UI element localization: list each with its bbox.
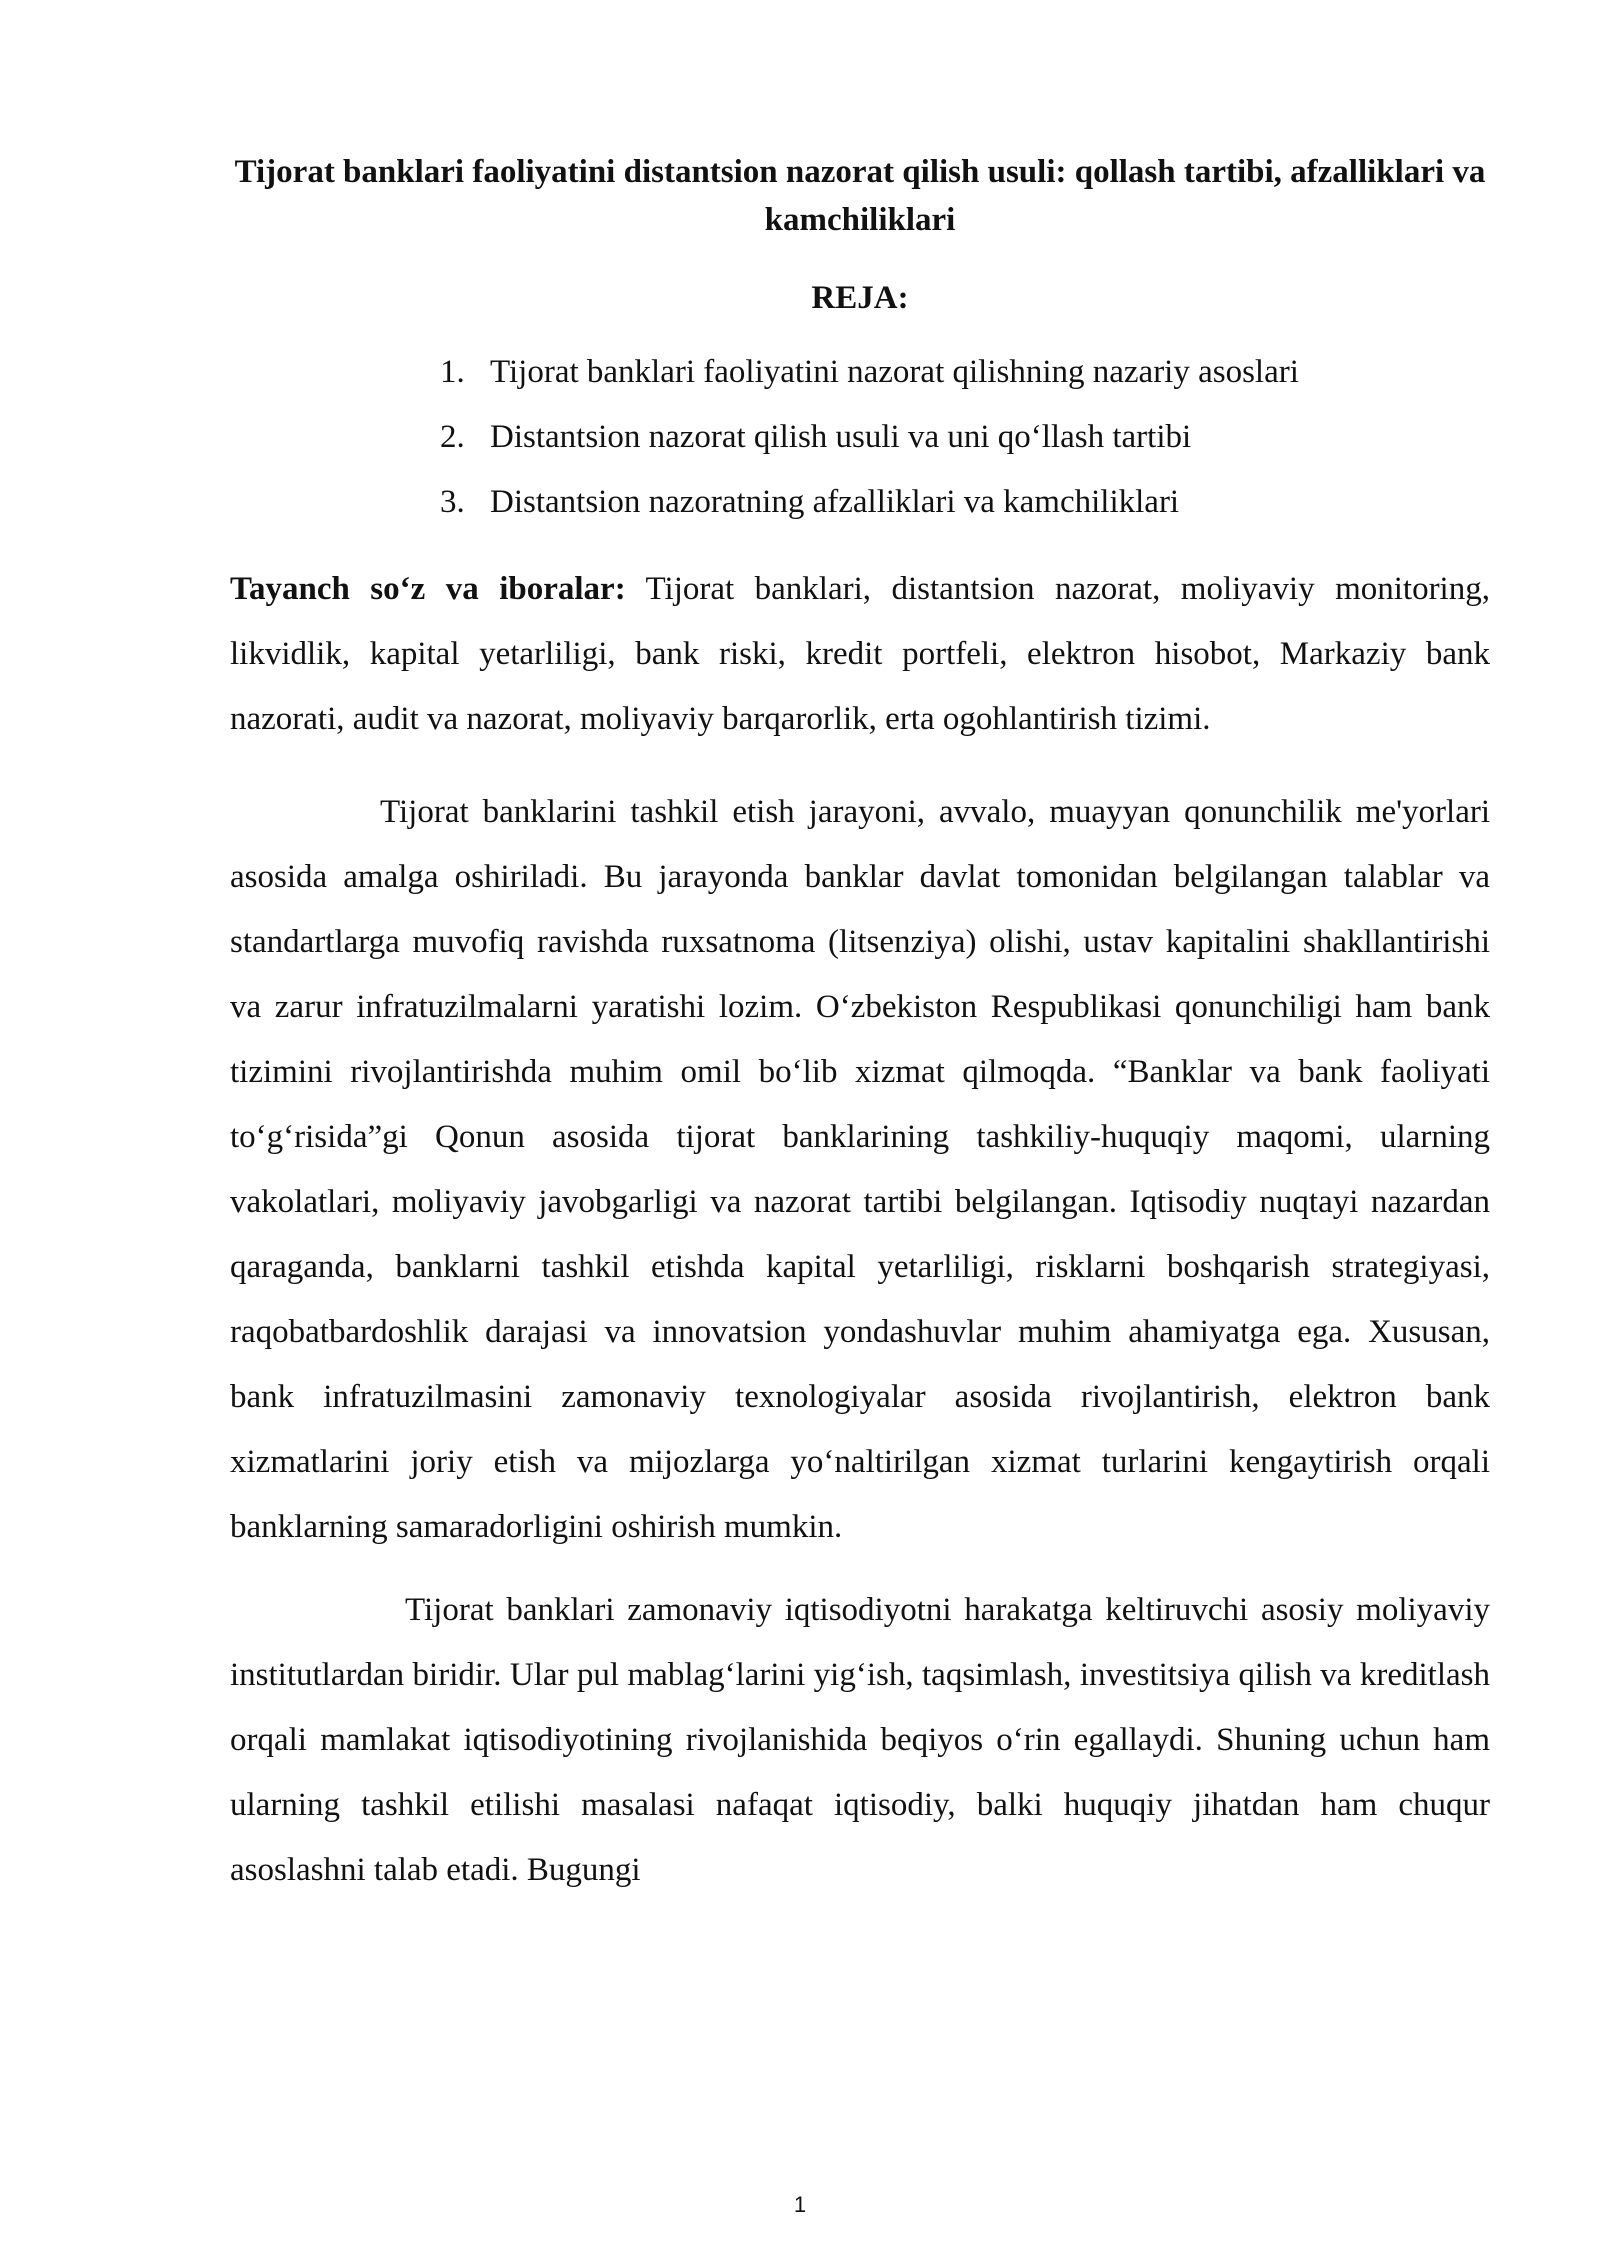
document-title: Tijorat banklari faoliyatini distantsion nazorat qilish usuli: qollash tartibi, afzalliklari va kamchiliklari	[234, 154, 1486, 238]
plan-item-number: 2.	[440, 419, 465, 455]
plan-item-text: Distantsion nazoratning afzalliklari va kamchiliklari	[490, 484, 1180, 520]
keywords-label: Tayanch so‘z va iboralar:	[230, 571, 626, 607]
plan-item-text: Tijorat banklari faoliyatini nazorat qilishning nazariy asoslari	[490, 354, 1299, 390]
body-paragraph: Tijorat banklari zamonaviy iqtisodiyotni harakatga keltiruvchi asosiy moliyaviy institutlardan biridir. Ular pul mablag‘larini yig‘ish, taqsimlash, investitsiya qilish va kreditlash orqali mamlakat iqtisodiyotining rivojlanishida beqiyos o‘rin egallaydi. Shuning uchun ham ularning tashkil etilishi masalasi nafaqat iqtisodiy, balki huquqiy jihatdan ham chuqur asoslashni talab etadi. Bugungi	[230, 1592, 1490, 1888]
plan-item-number: 1.	[440, 354, 465, 390]
plan-list	[230, 340, 1490, 535]
page-content	[230, 148, 1490, 1903]
plan-item	[440, 470, 1490, 535]
keywords-text: Tijorat banklari, distantsion nazorat, moliyaviy monitoring, likvidlik, kapital yetarliligi, bank riski, kredit portfeli, elektron hisobot, Markaziy bank nazorati, audit va nazorat, moliyaviy barqarorlik, erta ogohlantirish tizimi.	[230, 571, 1490, 737]
plan-item	[440, 340, 1490, 405]
plan-item	[440, 405, 1490, 470]
page-number: 1	[793, 2192, 807, 2217]
plan-item-text: Distantsion nazorat qilish usuli va uni qo‘llash tartibi	[490, 419, 1192, 455]
plan-heading: REJA:	[811, 280, 909, 316]
body-paragraph: Tijorat banklarini tashkil etish jarayoni, avvalo, muayyan qonunchilik me'yorlari asosida amalga oshiriladi. Bu jarayonda banklar davlat tomonidan belgilangan talablar va standartlarga muvofiq ravishda ruxsatnoma (litsenziya) olishi, ustav kapitalini shakllantirishi va zarur infratuzilmalarni yaratishi lozim. O‘zbekiston Respublikasi qonunchiligi ham bank tizimini rivojlantirishda muhim omil bo‘lib xizmat qilmoqda. “Banklar va bank faoliyati to‘g‘risida”gi Qonun asosida tijorat banklarining tashkiliy-huquqiy maqomi, ularning vakolatlari, moliyaviy javobgarligi va nazorat tartibi belgilangan. Iqtisodiy nuqtayi nazardan qaraganda, banklarni tashkil etishda kapital yetarliligi, risklarni boshqarish strategiyasi, raqobatbardoshlik darajasi va innovatsion yondashuvlar muhim ahamiyatga ega. Xususan, bank infratuzilmasini zamonaviy texnologiyalar asosida rivojlantirish, elektron bank xizmatlarini joriy etish va mijozlarga yo‘naltirilgan xizmat turlarini kengaytirish orqali banklarning samaradorligini oshirish mumkin.	[230, 794, 1490, 1545]
plan-item-number: 3.	[440, 484, 465, 520]
keywords-paragraph	[230, 557, 1490, 752]
